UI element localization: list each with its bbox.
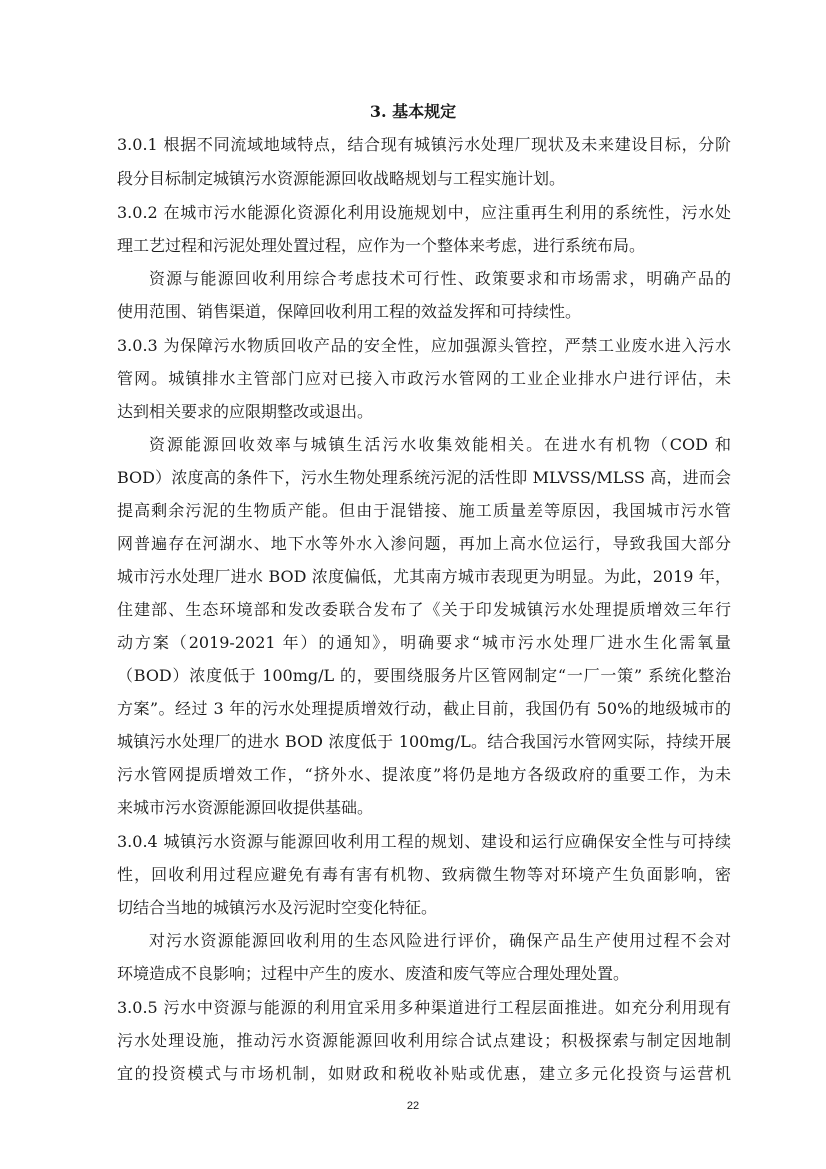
text-line: 提高剩余污泥的生物质产能。但由于混错接、施工质量差等原因，我国城市污水管 <box>117 501 731 520</box>
text-line: 污水管网提质增效工作，“挤外水、提浓度”将仍是地方各级政府的重要工作，为未 <box>117 765 731 784</box>
text-line: 管网。城镇排水主管部门应对已接入市政污水管网的工业企业排水户进行评估，未 <box>117 369 731 388</box>
text-line: 宜的投资模式与市场机制，如财政和税收补贴或优惠，建立多元化投资与运营机 <box>117 1064 731 1083</box>
text-line: 3.0.2 在城市污水能源化资源化利用设施规划中，应注重再生利用的系统性，污水处 <box>117 203 731 222</box>
text-line: 资源能源回收效率与城镇生活污水收集效能相关。在进水有机物（COD 和 <box>149 435 731 454</box>
text-line: 城镇污水处理厂的进水 BOD 浓度低于 100mg/L。结合我国污水管网实际，持续开展 <box>117 732 731 751</box>
text-line: 动方案（2019-2021 年）的通知》，明确要求“城市污水处理厂进水生化需氧量 <box>117 633 731 652</box>
text-line: 达到相关要求的应限期整改或退出。 <box>117 402 374 421</box>
text-line: 网普遍存在河湖水、地下水等外水入渗问题，再加上高水位运行，导致我国大部分 <box>117 534 731 553</box>
text-line: 对污水资源能源回收利用的生态风险进行评价，确保产品生产使用过程不会对 <box>149 931 731 950</box>
text-line: 性，回收利用过程应避免有毒有害有机物、致病微生物等对环境产生负面影响，密 <box>117 865 731 884</box>
text-line: 来城市污水资源能源回收提供基础。 <box>117 798 374 817</box>
text-line: 3.0.5 污水中资源与能源的利用宜采用多种渠道进行工程层面推进。如充分利用现有 <box>117 998 731 1017</box>
text-line: 方案”。经过 3 年的污水处理提质增效行动，截止目前，我国仍有 50%的地级城市的 <box>117 699 731 718</box>
text-line: 住建部、生态环境部和发改委联合发布了《关于印发城镇污水处理提质增效三年行 <box>117 600 731 619</box>
text-line: 切结合当地的城镇污水及污泥时空变化特征。 <box>117 898 438 917</box>
text-line: BOD）浓度高的条件下，污水生物处理系统污泥的活性即 MLVSS/MLSS 高，进而会 <box>117 468 731 487</box>
text-line: 3.0.3 为保障污水物质回收产品的安全性，应加强源头管控，严禁工业废水进入污水 <box>117 336 731 355</box>
page-number: 22 <box>406 1100 420 1112</box>
text-line: 污水处理设施，推动污水资源能源回收利用综合试点建设；积极探索与制定因地制 <box>117 1031 731 1050</box>
text-line: 环境造成不良影响；过程中产生的废水、废渣和废气等应合理处理处置。 <box>117 964 630 983</box>
text-line: 3.0.1 根据不同流域地域特点，结合现有城镇污水处理厂现状及未来建设目标，分阶 <box>117 135 731 154</box>
text-line: 段分目标制定城镇污水资源能源回收战略规划与工程实施计划。 <box>117 169 566 188</box>
text-line: （BOD）浓度低于 100mg/L 的，要围绕服务片区管网制定“一厂一策” 系统化整治 <box>117 666 731 685</box>
text-line: 使用范围、销售渠道，保障回收利用工程的效益发挥和可持续性。 <box>117 302 582 321</box>
text-line: 城市污水处理厂进水 BOD 浓度偏低，尤其南方城市表现更为明显。为此，2019 年， <box>117 567 731 586</box>
text-line: 理工艺过程和污泥处理处置过程，应作为一个整体来考虑，进行系统布局。 <box>117 236 646 255</box>
text-line: 3.0.4 城镇污水资源与能源回收利用工程的规划、建设和运行应确保安全性与可持续 <box>117 832 731 851</box>
section-heading: 3. 基本规定 <box>369 102 457 121</box>
text-line: 资源与能源回收利用综合考虑技术可行性、政策要求和市场需求，明确产品的 <box>149 269 731 288</box>
